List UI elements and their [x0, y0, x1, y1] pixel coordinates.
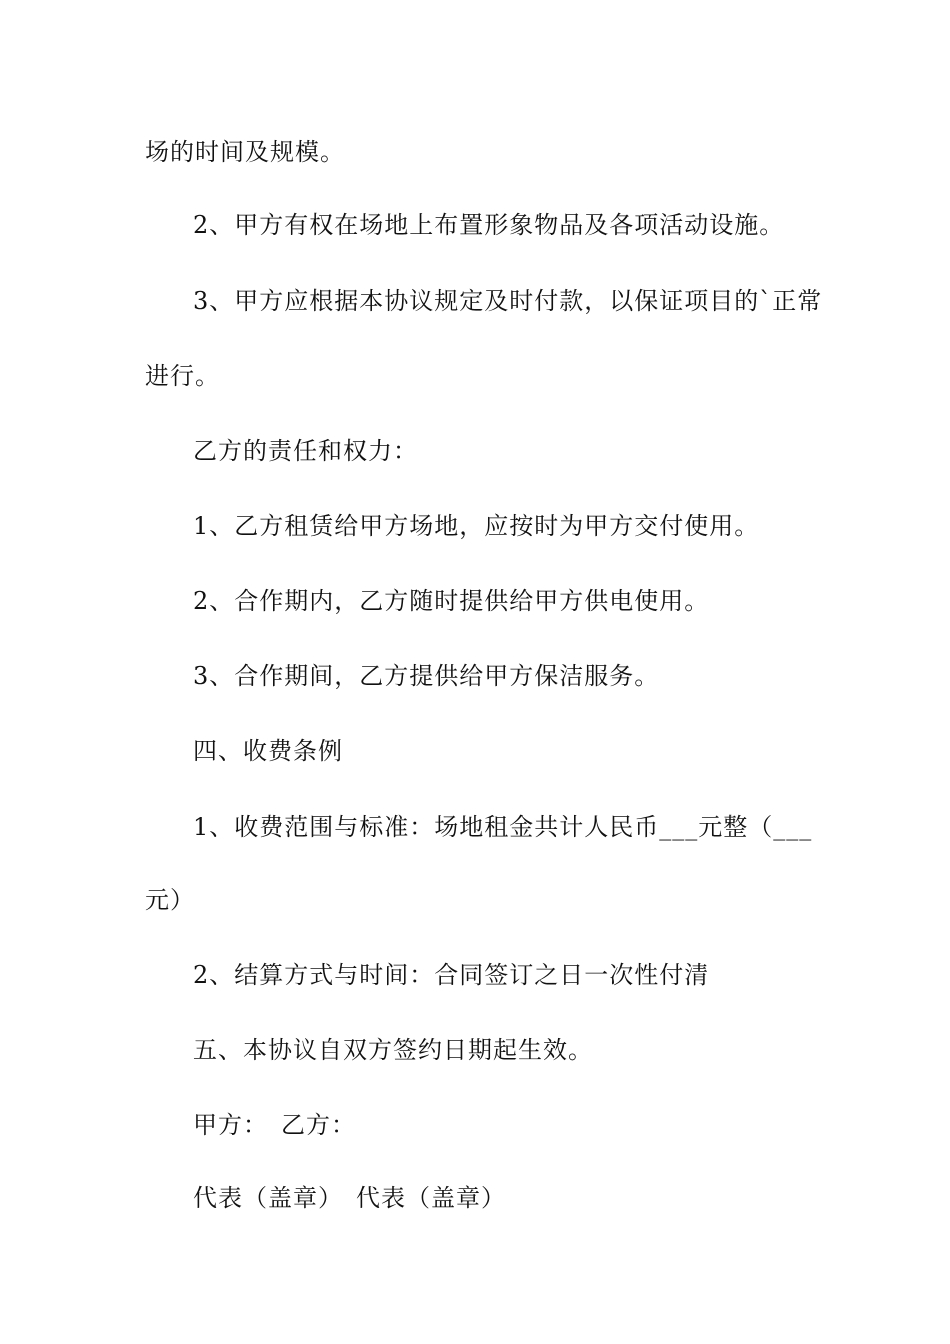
text-line: 2、结算方式与时间：合同签订之日一次性付清	[193, 961, 710, 989]
signature-representatives: 代表（盖章） 代表（盖章）	[193, 1184, 506, 1212]
signature-parties: 甲方： 乙方：	[193, 1111, 356, 1139]
text-line: 2、甲方有权在场地上布置形象物品及各项活动设施。	[193, 211, 785, 239]
text-line: 1、收费范围与标准：场地租金共计人民币___元整（___	[193, 813, 813, 841]
text-line: 场的时间及规模。	[145, 138, 345, 166]
text-line: 3、甲方应根据本协议规定及时付款，以保证项目的`正常	[193, 287, 823, 315]
section-heading: 五、本协议自双方签约日期起生效。	[193, 1036, 593, 1064]
text-line: 1、乙方租赁给甲方场地，应按时为甲方交付使用。	[193, 512, 760, 540]
text-line: 进行。	[145, 362, 220, 390]
section-heading: 乙方的责任和权力：	[193, 437, 418, 465]
text-line: 元）	[145, 886, 195, 914]
section-heading: 四、收费条例	[193, 737, 343, 765]
text-line: 3、合作期间，乙方提供给甲方保洁服务。	[193, 662, 660, 690]
text-line: 2、合作期内，乙方随时提供给甲方供电使用。	[193, 587, 710, 615]
